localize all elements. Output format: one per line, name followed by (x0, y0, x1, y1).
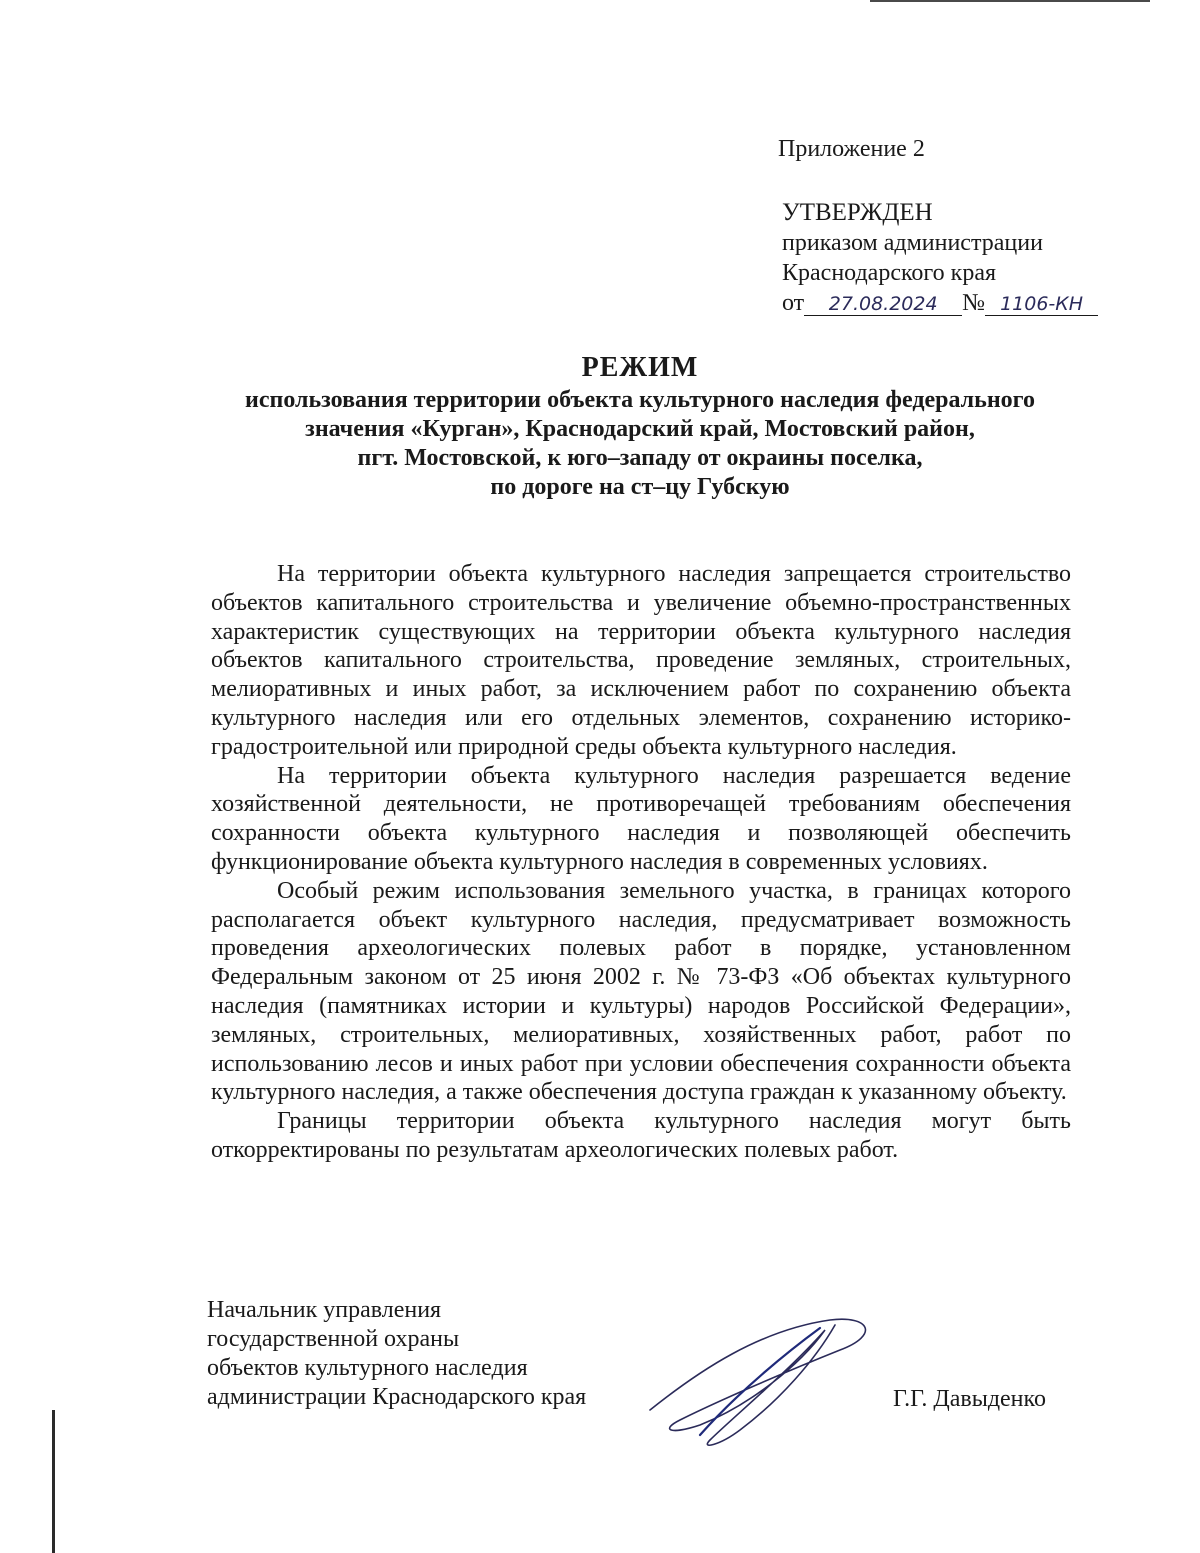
signatory-title-line: Начальник управления (207, 1297, 442, 1323)
paragraph-special-regime: Особый режим использования земельного участка, в границах которого располагается объект культурного наследия, предусматривает возможность проведения археологических полевых работ в порядке, установленном Федеральным законом от 25 июня 2002 г. № 73-ФЗ «Об объектах культурного наследия (памятниках истории и культуры) народов Российской Федерации», земляных, строительных, мелиоративных, хозяйственных работ, работ по использованию лесов и иных работ при условии обеспечения сохранности объекта культурного наследия, а также обеспечения доступа граждан к указанному объекту. (211, 877, 1071, 1106)
title-main: РЕЖИМ (581, 352, 699, 383)
handwritten-signature (640, 1310, 880, 1450)
scan-top-rule (870, 0, 1150, 2)
handwritten-number: 1106-КН (985, 293, 1098, 316)
handwritten-date: 27.08.2024 (804, 293, 962, 316)
approval-date-line (782, 288, 1098, 318)
document-title (200, 350, 1080, 502)
title-subtitle-line: пгт. Мостовской, к юго–западу от окраины поселка, (357, 445, 923, 471)
signatory-name: Г.Г. Давыденко (893, 1386, 1046, 1412)
paragraph-permitted-activity: На территории объекта культурного наследия разрешается ведение хозяйственной деятельности, не противоречащей требованиям обеспечения сохранности объекта культурного наследия и позволяющей обеспечить функционирование объекта культурного наследия в современных условиях. (211, 762, 1071, 875)
approval-block (782, 198, 1098, 318)
approval-line-2: Краснодарского края (782, 260, 997, 286)
signatory-title-line: государственной охраны (207, 1326, 460, 1352)
signatory-title-line: администрации Краснодарского края (207, 1384, 587, 1410)
number-prefix: № (962, 290, 986, 316)
approval-line-1: приказом администрации (782, 230, 1043, 256)
title-subtitle-line: использования территории объекта культурного наследия федерального (245, 387, 1035, 413)
document-body (211, 560, 1071, 1165)
signatory-title-line: объектов культурного наследия (207, 1355, 528, 1381)
paragraph-boundaries: Границы территории объекта культурного наследия могут быть откорректированы по результатам археологических полевых работ. (211, 1108, 1071, 1163)
scan-edge-mark (52, 1410, 55, 1553)
signatory-title (207, 1296, 586, 1412)
appendix-label: Приложение 2 (778, 136, 925, 162)
title-subtitle-line: значения «Курган», Краснодарский край, Мостовский район, (305, 416, 975, 442)
title-subtitle-line: по дороге на ст–цу Губскую (490, 474, 790, 500)
date-prefix: от (782, 290, 805, 316)
approval-heading: УТВЕРЖДЕН (782, 199, 933, 226)
paragraph-prohibitions: На территории объекта культурного наследия запрещается строительство объектов капитального строительства и увеличение объемно-пространственных характеристик существующих на территории объекта культурного наследия объектов капитального строительства, проведение земляных, строительных, мелиоративных и иных работ, за исключением работ по сохранению объекта культурного наследия или его отдельных элементов, сохранению историко-градостроительной или природной среды объекта культурного наследия. (211, 561, 1071, 760)
